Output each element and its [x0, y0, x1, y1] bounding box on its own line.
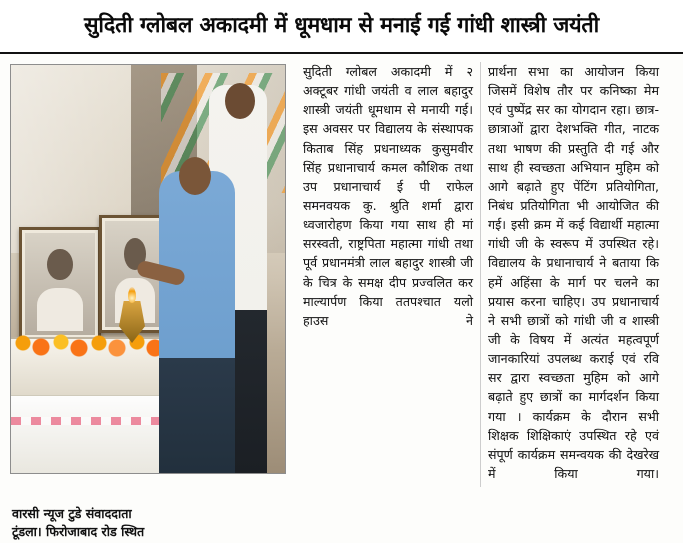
- flame-icon: [128, 287, 136, 303]
- photo-person-lighting-lamp: [159, 171, 235, 473]
- photo-portrait-frame-gandhi: [19, 227, 101, 341]
- byline-line-2: टूंडला। फिरोजाबाद रोड स्थित: [12, 523, 145, 539]
- article-column-1: [296, 62, 481, 487]
- byline-strip: [0, 505, 683, 542]
- article-column-1-text: सुदिती ग्लोबल अकादमी में २ अक्टूबर गांधी जयंती व लाल बहादुर शास्त्री जयंती धूमधाम से मनायी गई। इस अवसर पर विद्यालय के संस्थापक किताब सिंह प्रधनाध्यक कुसुमवीर सिंह प्रधानाचार्य कमल कौशिक तथा उप प्रधानाचार्य ई पी राफेल समनवयक कु. श्रुति शर्मा द्वारा ध्वजारोहण किया गया साथ ही मां सरस्वती, राष्ट्रपिता महात्मा गांधी तथा पूर्व प्रधानमंत्री लाल बहादुर शास्त्री जी के चित्र के समक्ष दीप प्रज्वलित कर माल्यार्पण किया ततपश्चात यलो हाउस ने: [303, 64, 473, 328]
- byline: [12, 505, 172, 542]
- article-column-2: [481, 62, 666, 487]
- photo-person-lighting-lamp-head: [179, 157, 211, 195]
- portrait-body: [37, 288, 83, 331]
- news-photo: [10, 64, 286, 474]
- photo-column: [0, 56, 290, 474]
- article-column-2-text: प्रार्थना सभा का आयोजन किया जिसमें विशेष तौर पर कनिष्का मेम एवं पुष्पेंद्र सर का योगदान रहा। छात्र-छात्राओं द्वारा देशभक्ति गीत, नाटक तथा भाषण की प्रस्तुति दी गई और साथ ही स्वच्छता अभियान मुहिम को आगे बढ़ाते हुए पेंटिंग प्रतियोगिता, निबंध प्रतियोगिता भी आयोजित की गई। इसी क्रम में कई विद्यार्थी महात्मा गांधी जी के स्वरूप में उपस्थित रहे। विद्यालय के प्रधानाचार्य ने बताया कि हमें अहिंसा के मार्ग पर चलने का प्रयास करना चाहिए। उप प्रधानाचार्य ने सभी छात्रों को गांधी जी व शास्त्री जी के विषय में अत्यंत महत्वपूर्ण जानकारियां उपलब्ध कराई एवं रवि सर द्वारा स्वच्छता मुहिम को आगे बढ़ाते हुए छात्रों का मार्गदर्शन किया गया । कार्यक्रम के दौरान सभी शिक्षक शिक्षिकाएं उपस्थित रहे एवं संपूर्ण कार्यक्रम समन्वयक की देखरेख में किया गया।: [488, 64, 659, 481]
- photo-person-standing-head: [225, 83, 255, 119]
- portrait-image: [25, 233, 95, 335]
- text-columns: [290, 56, 683, 487]
- page-title: सुदिती ग्लोबल अकादमी में धूमधाम से मनाई गई गांधी शास्त्री जयंती: [84, 13, 599, 39]
- portrait-head: [47, 249, 72, 280]
- byline-line-1: वारसी न्यूज टुडे संवाददाता: [12, 505, 132, 521]
- headline-bar: [0, 0, 683, 54]
- article-body: [0, 56, 683, 543]
